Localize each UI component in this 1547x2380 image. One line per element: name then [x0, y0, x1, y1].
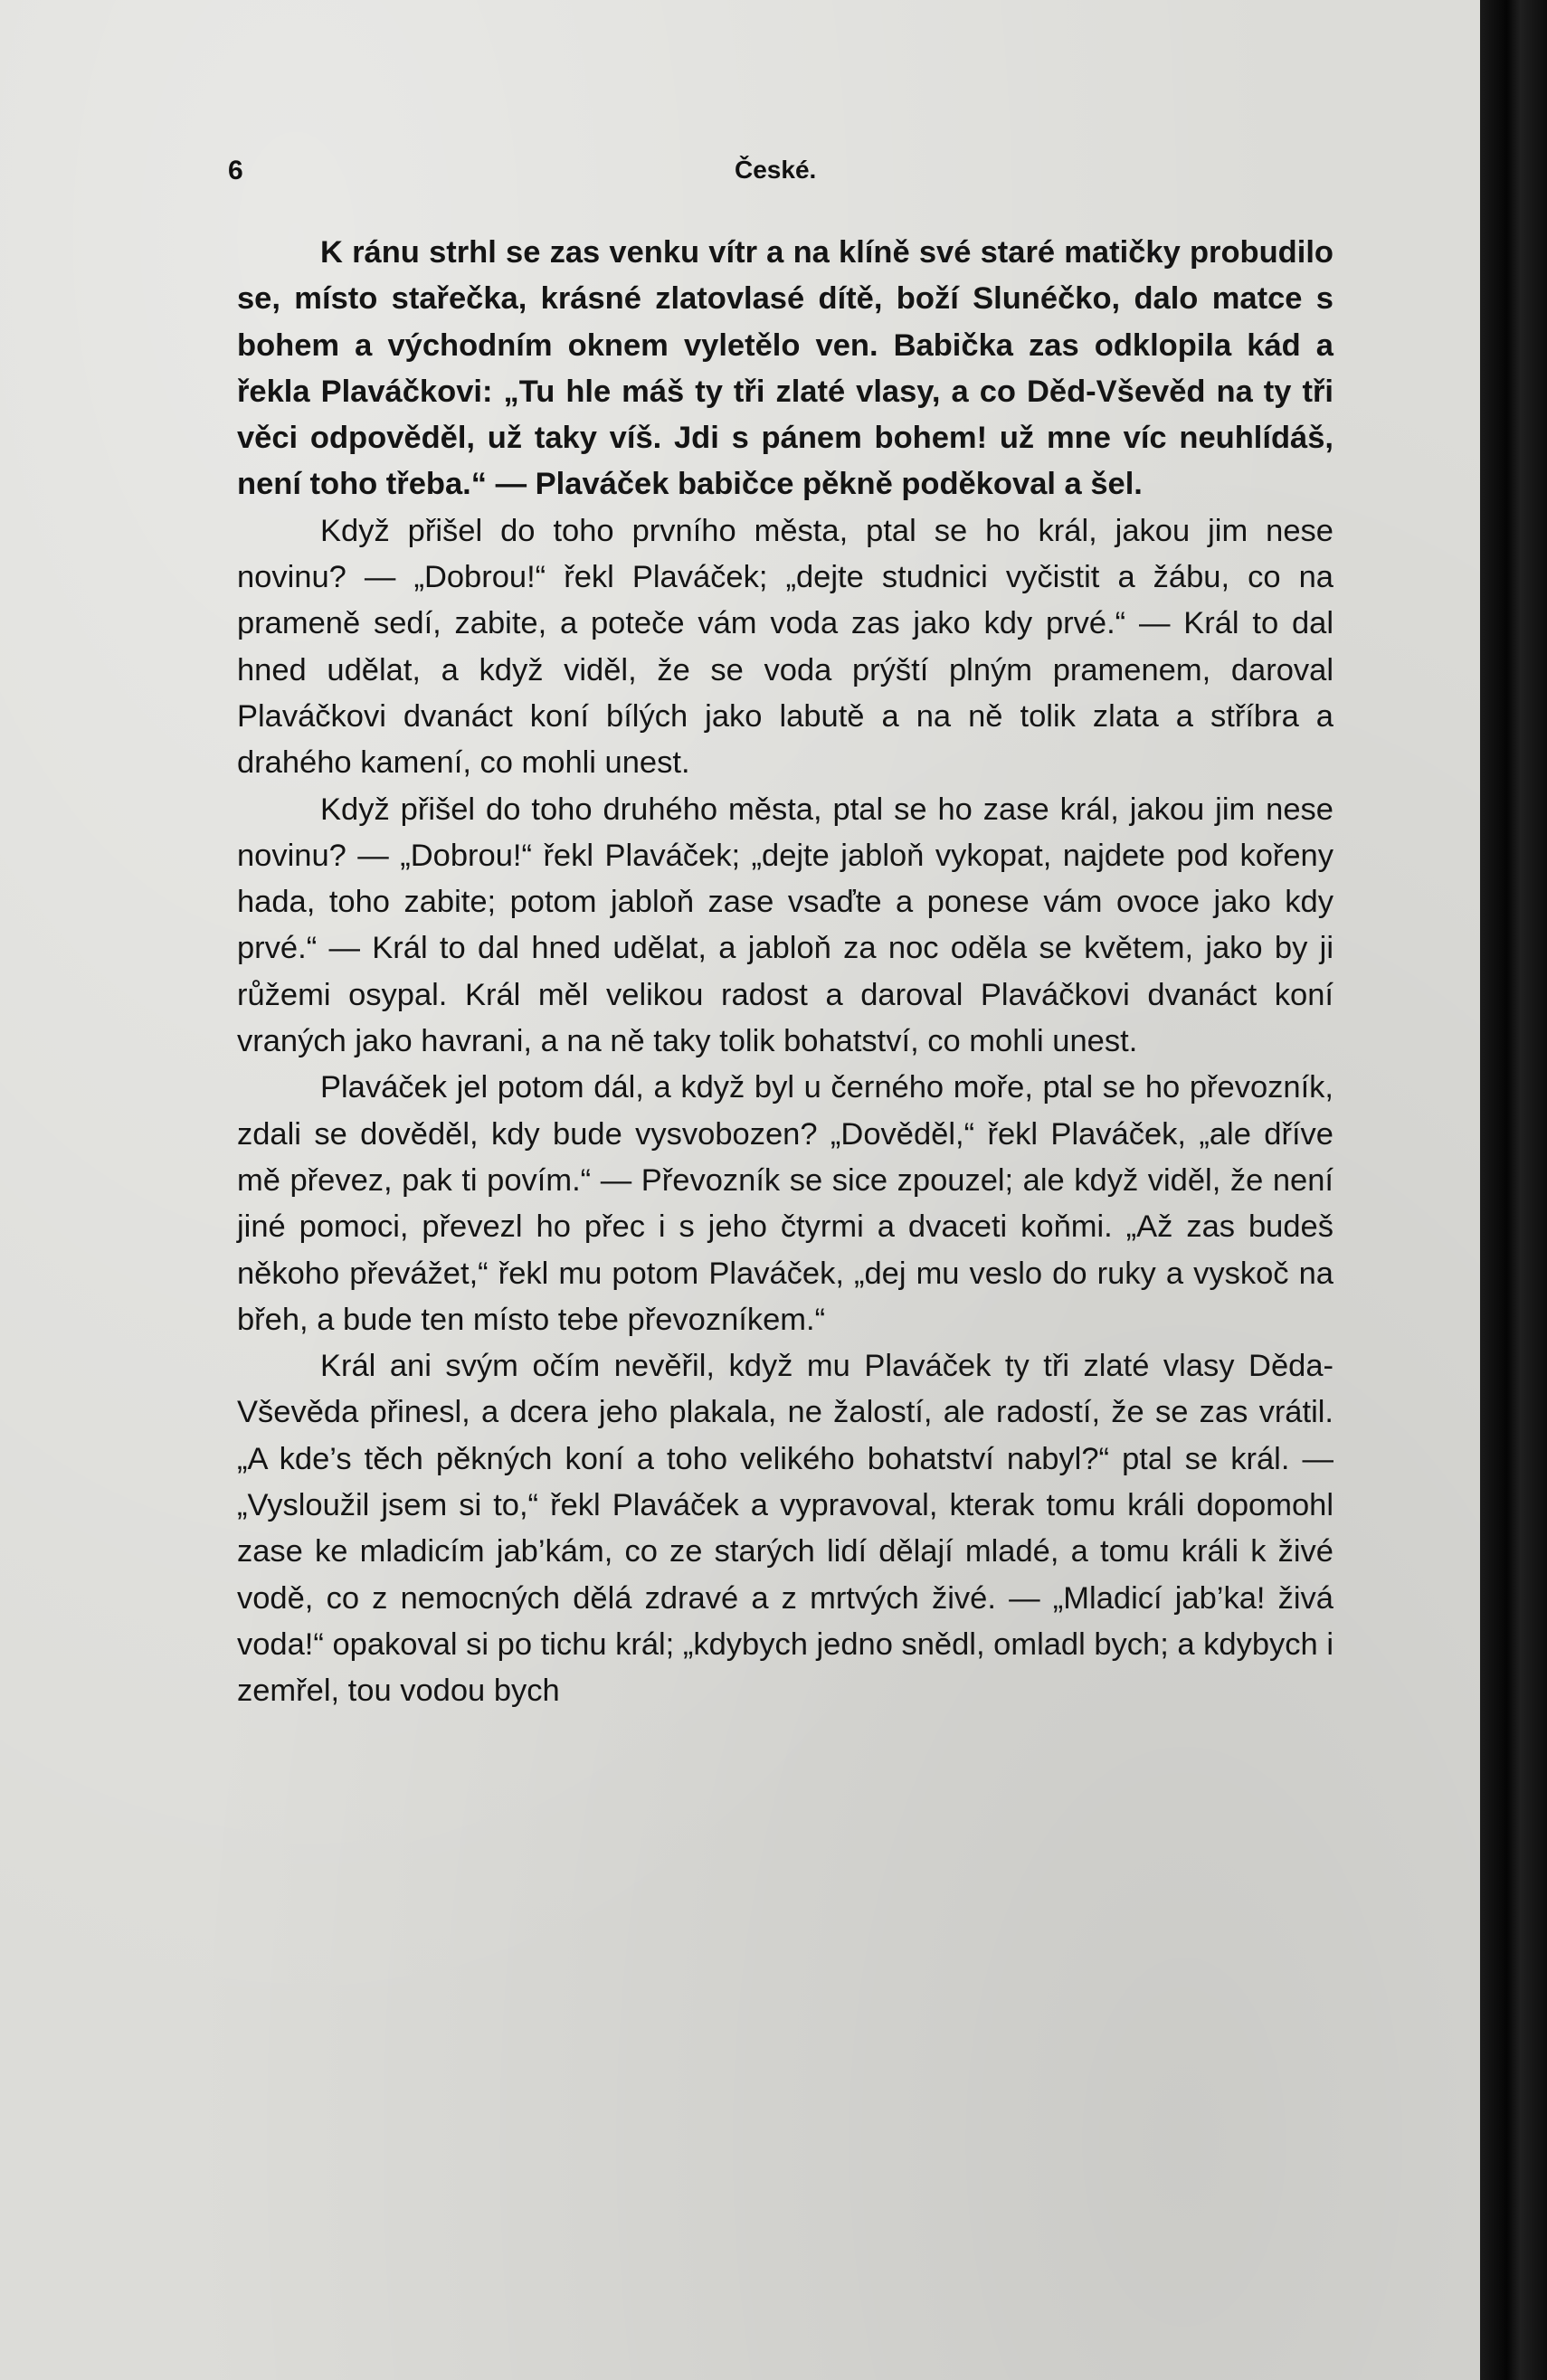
paragraph: Když přišel do toho druhého města, ptal se ho zase král, jakou jim nese novinu? — „Dobrou!“ řekl Plaváček; „dejte jabloň vykopat, najdete pod kořeny hada, toho zabite; potom jabloň zase vsaďte a ponese vám ovoce jako kdy prvé.“ — Král to dal hned udělat, a jabloň za noc oděla se květem, jako by ji růžemi osypal. Král měl velikou radost a daroval Plaváčkovi dvanáct koní vraných jako havrani, a na ně taky tolik bohatství, co mohli unest. [237, 792, 1333, 1059]
paragraph: K ránu strhl se zas venku vítr a na klíně své staré matičky probudilo se, místo stařečka, krásné zlatovlasé dítě, boží Slunéčko, dalo matce s bohem a východním oknem vyletělo ven. Babička zas odklopila kád a řekla Plaváčkovi: „Tu hle máš ty tři zlaté vlasy, a co Děd-Vševěd na ty tři věci odpověděl, už taky víš. Jdi s pánem bohem! už mne víc neuhlídáš, není toho třeba.“ — Plaváček babičce pěkně poděkoval a šel. [237, 235, 1333, 502]
page-number: 6 [228, 156, 243, 185]
running-head: České. [735, 156, 817, 184]
page-header [228, 156, 1323, 195]
paragraph: Když přišel do toho prvního města, ptal se ho král, jakou jim nese novinu? — „Dobrou!“ řekl Plaváček; „dejte studnici vyčistit a žábu, co na prameně sedí, zabite, a poteče vám voda zas jako kdy prvé.“ — Král to dal hned udělat, a když viděl, že se voda prýští plným pramenem, daroval Plaváčkovi dvanáct koní bílých jako labutě a na ně tolik zlata a stříbra a drahého kamení, co mohli unest. [237, 513, 1333, 781]
book-spine-shadow [1480, 0, 1547, 2380]
body-text [237, 230, 1333, 1715]
paragraph: Plaváček jel potom dál, a když byl u černého moře, ptal se ho převozník, zdali se dověděl, kdy bude vysvobozen? „Dověděl,“ řekl Plaváček, „ale dříve mě převez, pak ti povím.“ — Převozník se sice zpouzel; ale když viděl, že není jiné pomoci, převezl ho přec i s jeho čtyrmi a dvaceti koňmi. „Až zas budeš někoho převážet,“ řekl mu potom Plaváček, „dej mu veslo do ruky a vyskoč na břeh, a bude ten místo tebe převozníkem.“ [237, 1070, 1333, 1337]
paragraph: Král ani svým očím nevěřil, když mu Plaváček ty tři zlaté vlasy Děda-Vševěda přinesl, a dcera jeho plakala, ne žalostí, ale radostí, že se zas vrátil. „A kde’s těch pěkných koní a toho velikého bohatství nabyl?“ ptal se král. — „Vysloužil jsem si to,“ řekl Plaváček a vypravoval, kterak tomu králi dopomohl zase ke mladicím jab’kám, co ze starých lidí dělají mladé, a tomu králi k živé vodě, co z nemocných dělá zdravé a z mrtvých živé. — „Mladicí jab’ka! živá voda!“ opakoval si po tichu král; „kdybych jedno snědl, omladl bych; a kdybych i zemřel, tou vodou bych [237, 1349, 1333, 1709]
